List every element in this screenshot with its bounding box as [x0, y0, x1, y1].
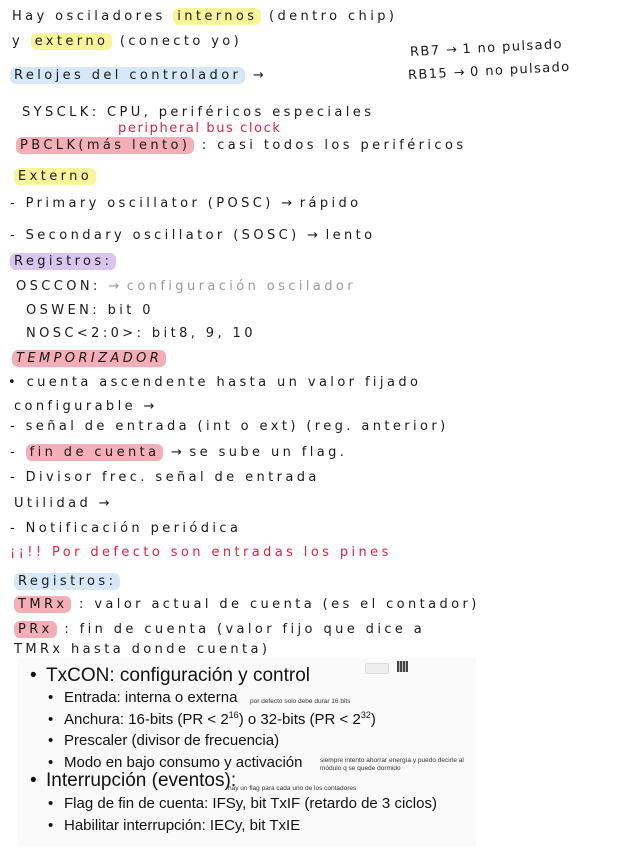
highlight-tmrx: TMRx: [14, 596, 71, 613]
slide-bullet-txcon: [30, 665, 310, 687]
highlight-externo: externo: [31, 33, 113, 50]
bullet-icon: •: [48, 754, 54, 771]
bullet-icon: •: [48, 732, 54, 749]
text: por defecto solo debe durar 16 bits: [250, 698, 351, 705]
slide-mini-controls: [365, 661, 425, 673]
text: NOSC<2:0>: bit8, 9, 10: [26, 326, 256, 341]
note-peripheral-bus-clock: [118, 120, 282, 138]
line-divisor: [10, 469, 320, 487]
text: OSWEN: bit 0: [26, 303, 154, 318]
text: : casi todos los periféricos: [201, 138, 467, 153]
line-osciladores: [12, 8, 397, 26]
text: -: [10, 445, 19, 460]
text: RB7: [409, 43, 441, 60]
heading-temporizador: [12, 350, 166, 368]
note-rb15: [408, 59, 571, 85]
text: módulo q se quede dormido: [320, 765, 401, 772]
text: configurable: [14, 399, 136, 414]
bullet-icon: •: [30, 770, 37, 791]
text: (dentro chip): [269, 9, 398, 24]
text: siempre intento ahorrar energía y puedo decirle al: [320, 757, 464, 764]
bullet-icon: •: [48, 795, 54, 812]
line-configurable: [14, 398, 154, 416]
slide-subbullet-flag: [48, 794, 437, 813]
text: OSCCON:: [16, 279, 101, 294]
line-sosc: [10, 227, 375, 245]
text: : valor actual de cuenta (es el contador): [79, 597, 480, 612]
text: Hay osciladores: [12, 9, 166, 24]
arrow-icon: →: [143, 399, 155, 414]
arrow-icon: →: [171, 445, 182, 460]
arrow-icon: →: [108, 279, 120, 294]
text: Interrupción (eventos):: [46, 770, 237, 791]
line-osccon: [16, 278, 356, 296]
text: - Primary oscillator (POSC): [10, 196, 274, 211]
highlight-registros: Registros:: [10, 253, 116, 270]
line-cuenta: [8, 374, 421, 392]
highlight-relojes: Relojes del controlador: [10, 67, 245, 84]
highlight-temporizador: TEMPORIZADOR: [12, 350, 166, 367]
line-utilidad: [14, 495, 110, 513]
text: 0 no pulsado: [469, 59, 571, 80]
line-fin: [10, 444, 347, 462]
text: peripheral bus clock: [118, 121, 282, 136]
slide-subbullet-prescaler: [48, 731, 279, 750]
arrow-icon: →: [252, 68, 264, 83]
line-senal: [10, 418, 449, 436]
mini-button: [365, 663, 389, 674]
line-pbclk: [16, 137, 467, 155]
note-entrada: [250, 698, 350, 706]
line-notificacion: [10, 520, 241, 538]
slide-subbullet-habilitar: [48, 816, 300, 835]
text: 32: [360, 710, 371, 720]
arrow-icon: →: [98, 496, 110, 511]
text: • cuenta ascendente hasta un valor fijado: [8, 375, 422, 390]
bullet-icon: •: [48, 817, 54, 834]
text: TxCON: configuración y control: [46, 665, 310, 686]
text: Flag de fin de cuenta: IFSy, bit TxIF (retardo de 3 ciclos): [64, 795, 437, 812]
text: hay un flag para cada uno de los contadores: [228, 785, 357, 792]
text: (conecto yo): [119, 34, 243, 49]
line-relojes: [10, 67, 264, 85]
highlight-prx: PRx: [14, 621, 57, 638]
arrow-icon: →: [281, 196, 293, 211]
text: Anchura: 16-bits (PR < 2: [64, 711, 229, 728]
text: Habilitar interrupción: IECy, bit TxIE: [64, 817, 301, 834]
bullet-icon: •: [48, 711, 54, 728]
slide-bullet-interrupcion: [30, 770, 236, 792]
bullet-icon: •: [48, 689, 54, 706]
text: - Divisor frec. señal de entrada: [10, 470, 320, 485]
bullet-icon: •: [30, 665, 37, 686]
text: ¡¡!! Por defecto son entradas los pines: [10, 545, 392, 560]
line-externo: [12, 33, 242, 51]
text: SYSCLK: CPU, periféricos especiales: [22, 105, 375, 120]
text: TMRx hasta donde cuenta): [14, 642, 271, 657]
qr-icon: [397, 661, 408, 672]
highlight-externo-heading: Externo: [14, 168, 96, 185]
heading-registros-2: [14, 573, 120, 591]
text: Utilidad: [14, 496, 92, 511]
line-pines: [10, 544, 392, 562]
text: - Notificación periódica: [10, 521, 242, 536]
note-interrupcion: [228, 785, 356, 793]
line-prx-cont: [14, 641, 270, 659]
slide-subbullet-anchura: [48, 710, 376, 729]
heading-externo: [14, 168, 96, 186]
note-rb7: [410, 36, 564, 62]
highlight-fin-de-cuenta: fin de cuenta: [26, 444, 164, 461]
text: RB15: [407, 66, 449, 84]
line-prx: [14, 621, 425, 639]
text: Entrada: interna o externa: [64, 689, 238, 706]
text: Modo en bajo consumo y activación: [64, 754, 303, 771]
text: se sube un flag.: [189, 445, 348, 460]
highlight-pbclk: PBCLK(más lento): [16, 137, 194, 154]
heading-registros-1: [10, 253, 116, 271]
text: 1 no pulsado: [462, 37, 564, 58]
arrow-icon: →: [445, 42, 458, 59]
text: configuración oscilador: [126, 279, 357, 294]
line-tmrx: [14, 596, 480, 614]
text: 16: [228, 710, 239, 720]
text: : fin de cuenta (valor fijo que dice a: [64, 622, 426, 637]
text: rápido: [299, 196, 362, 211]
text: - Secondary oscillator (SOSC): [10, 228, 300, 243]
line-posc: [10, 195, 362, 213]
text: Prescaler (divisor de frecuencia): [64, 732, 280, 749]
text: ): [370, 711, 376, 728]
text: y: [12, 34, 24, 49]
text: lento: [325, 228, 376, 243]
arrow-icon: →: [453, 65, 465, 81]
highlight-internos: internos: [173, 8, 261, 25]
note-modo: [320, 757, 464, 773]
arrow-icon: →: [307, 228, 319, 243]
slide-subbullet-entrada: [48, 688, 237, 707]
highlight-registros-2: Registros:: [14, 573, 120, 590]
text: - señal de entrada (int o ext) (reg. anterior): [10, 419, 449, 434]
line-oswen: [26, 302, 154, 320]
line-nosc: [26, 325, 256, 343]
text: ) o 32-bits (PR < 2: [238, 711, 361, 728]
